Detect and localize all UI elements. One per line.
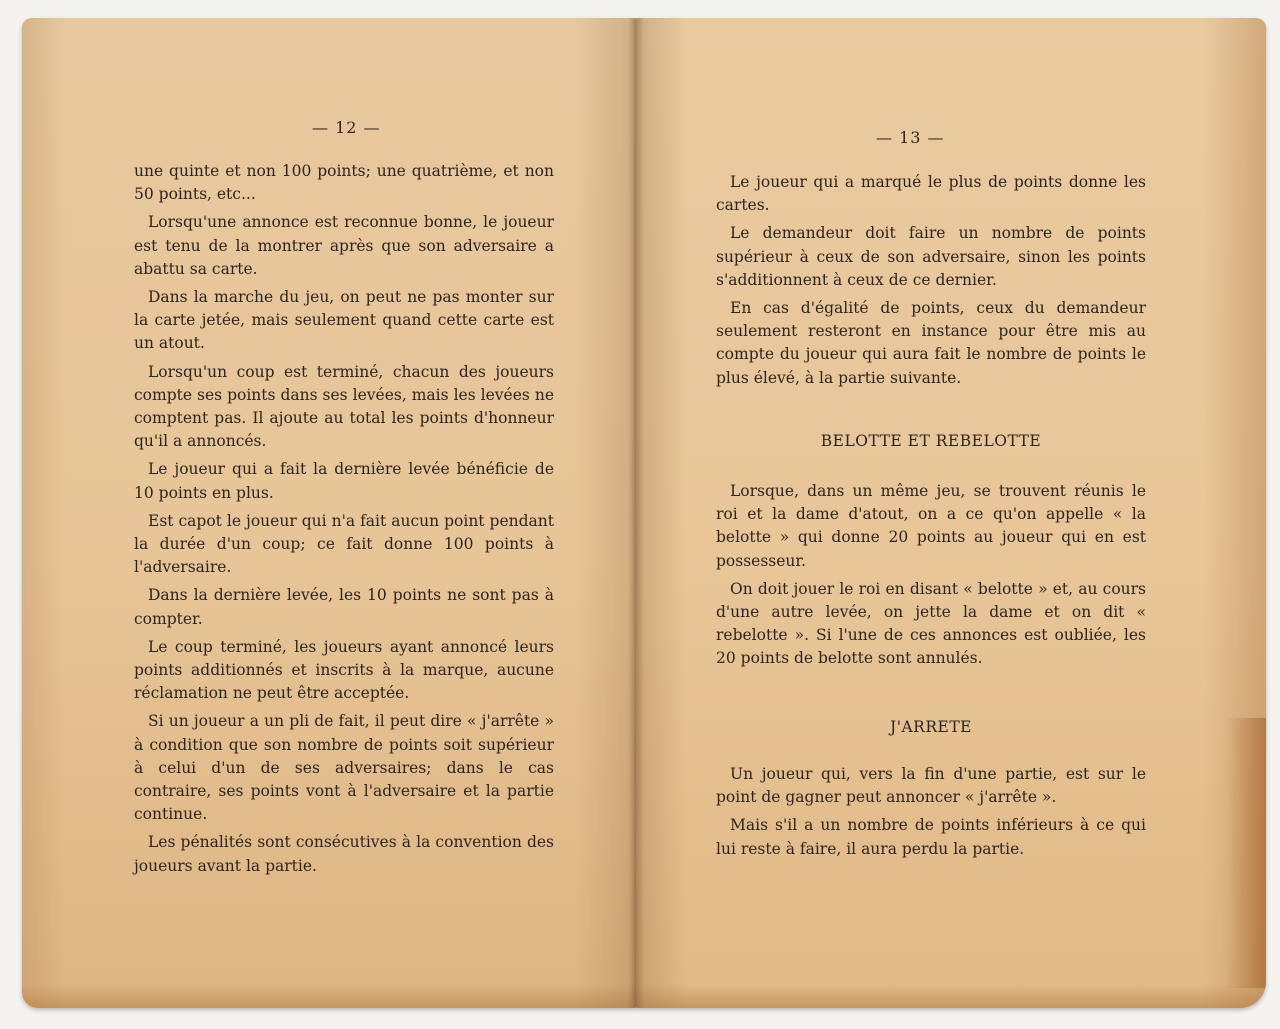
paragraph: Le demandeur doit faire un nombre de points supérieur à ceux de son adversaire, sinon les points s'additionnent à ceux de ce dernier. bbox=[716, 224, 1146, 289]
paragraph: Dans la dernière levée, les 10 points ne sont pas à compter. bbox=[134, 586, 554, 628]
jarrete-section-text bbox=[716, 763, 1146, 866]
left-body-text bbox=[134, 160, 554, 883]
page-edge-shadow bbox=[636, 984, 1266, 1008]
section-title-jarrete: J'ARRETE bbox=[890, 718, 972, 736]
paragraph: Lorsqu'un coup est terminé, chacun des joueurs compte ses points dans ses levées, mais les levées ne comptent pas. Il ajoute au total les points d'honneur qu'il a annoncés. bbox=[134, 362, 554, 451]
paragraph: En cas d'égalité de points, ceux du demandeur seulement resteront en instance pour être mis au compte du joueur qui aura fait le nombre de points le plus élevé, à la partie suivante. bbox=[716, 299, 1146, 387]
paragraph: Est capot le joueur qui n'a fait aucun point pendant la durée d'un coup; ce fait donne 100 points à l'adversaire. bbox=[134, 511, 554, 577]
page-number-13: — 13 — bbox=[876, 128, 945, 147]
booklet bbox=[22, 18, 1270, 1008]
paragraph: Lorsqu'une annonce est reconnue bonne, le joueur est tenu de la montrer après que son adversaire a abattu sa carte. bbox=[134, 213, 554, 278]
belotte-section-text bbox=[716, 480, 1146, 676]
paragraph: Le coup terminé, les joueurs ayant annoncé leurs points additionnés et inscrits à la marque, aucune réclamation ne peut être acceptée. bbox=[134, 637, 554, 703]
paragraph: Dans la marche du jeu, on peut ne pas monter sur la carte jetée, mais seulement quand cette carte est un atout. bbox=[134, 288, 554, 353]
right-intro-text bbox=[716, 171, 1146, 395]
paragraph: Un joueur qui, vers la fin d'une partie, est sur le point de gagner peut annoncer « j'arrête ». bbox=[716, 765, 1146, 807]
paragraph: On doit jouer le roi en disant « belotte » et, au cours d'une autre levée, on jette la dame et on dit « rebelotte ». Si l'une de ces annonces est oubliée, les 20 points de belotte sont annulés. bbox=[716, 579, 1146, 668]
right-page bbox=[636, 18, 1266, 1008]
paragraph: Si un joueur a un pli de fait, il peut dire « j'arrête » à condition que son nombre de points soit supérieur à celui d'un de ses adversaires; dans le cas contraire, ses points vont à l'adversaire et la partie continue. bbox=[134, 712, 554, 824]
page-edge-shadow bbox=[22, 984, 636, 1008]
paragraph: une quinte et non 100 points; une quatrième, et non 50 points, etc... bbox=[134, 162, 554, 204]
paragraph: Le joueur qui a fait la dernière levée bénéficie de 10 points en plus. bbox=[134, 460, 554, 502]
left-page bbox=[22, 18, 636, 1008]
edge-stain bbox=[1226, 718, 1266, 988]
paragraph: Le joueur qui a marqué le plus de points donne les cartes. bbox=[716, 173, 1146, 215]
paragraph: Les pénalités sont consécutives à la convention des joueurs avant la partie. bbox=[134, 833, 554, 875]
page-number-12: — 12 — bbox=[312, 118, 381, 137]
section-title-belotte: BELOTTE ET REBELOTTE bbox=[820, 432, 1042, 450]
paragraph: Lorsque, dans un même jeu, se trouvent réunis le roi et la dame d'atout, on a ce qu'on appelle « la belotte » qui donne 20 points au joueur qui en est possesseur. bbox=[716, 482, 1146, 570]
book-gutter bbox=[628, 18, 644, 1008]
paragraph: Mais s'il a un nombre de points inférieurs à ce qui lui reste à faire, il aura perdu la partie. bbox=[716, 816, 1146, 858]
